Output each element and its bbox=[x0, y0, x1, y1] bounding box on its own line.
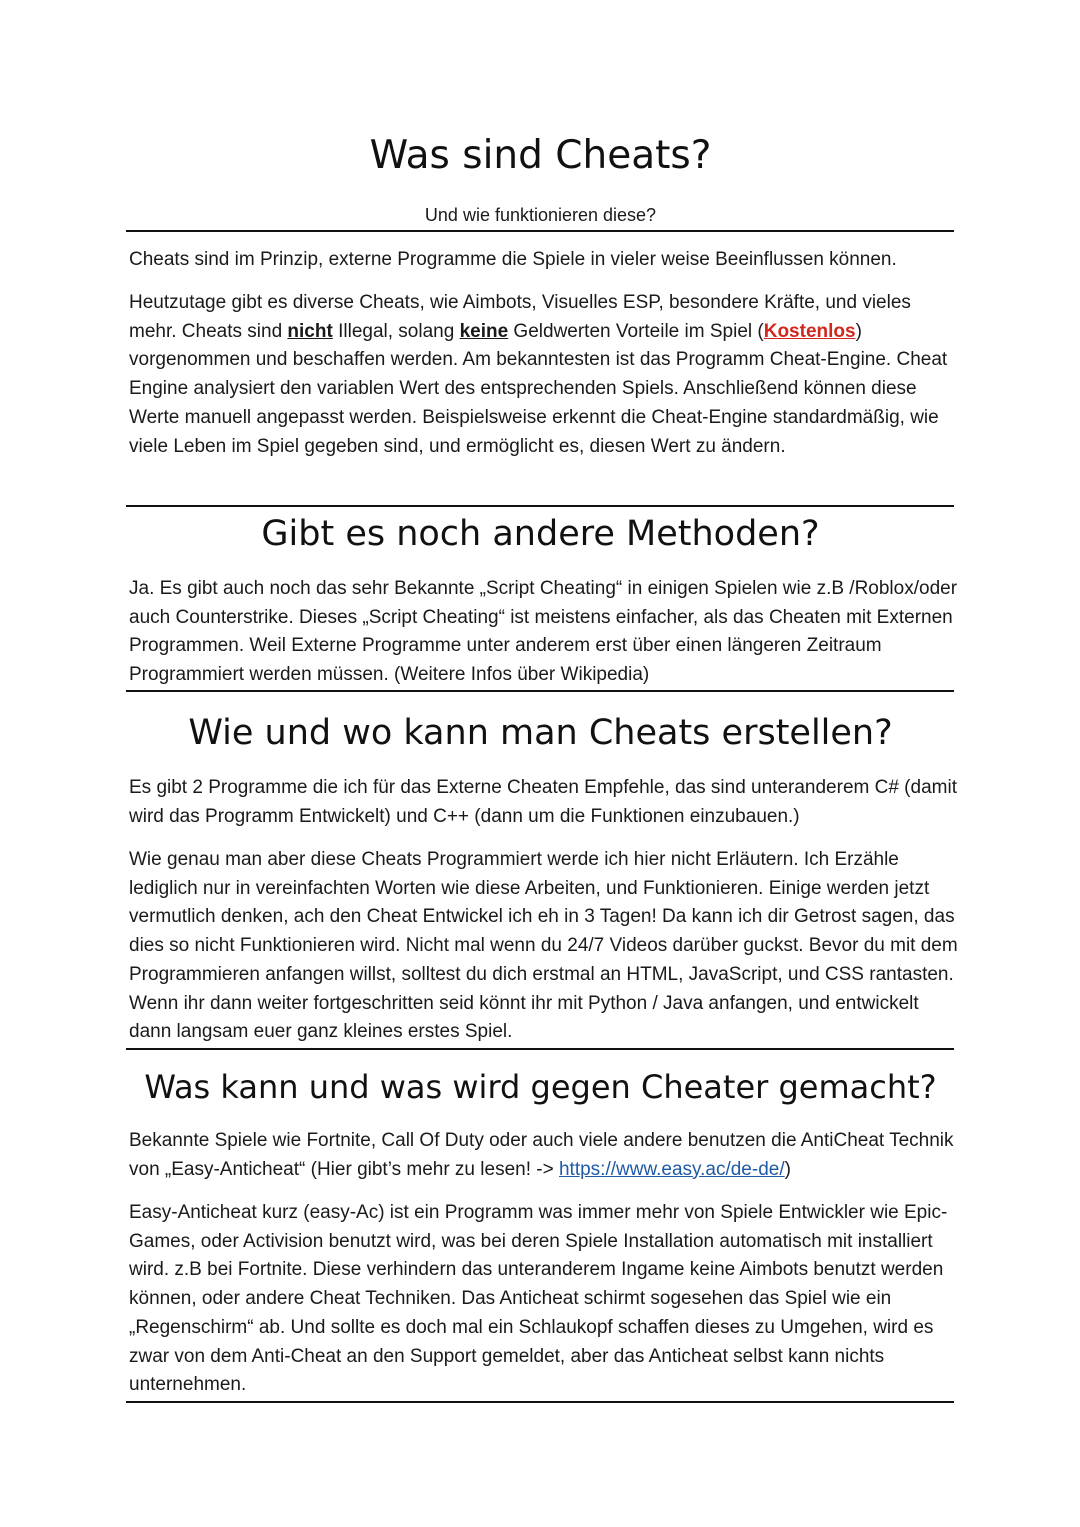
emphasis-keine: keine bbox=[459, 320, 509, 342]
divider bbox=[126, 690, 954, 692]
create-paragraph-1: Es gibt 2 Programme die ich für das Externe Cheaten Empfehle, das sind unteranderem C# (damit wird das Programm Entwickelt) und C++ (dann um die Funktionen einzubauen.) bbox=[129, 777, 957, 827]
emphasis-kostenlos: Kostenlos bbox=[763, 320, 856, 342]
anticheat-paragraph-2: Easy-Anticheat kurz (easy-Ac) ist ein Programm was immer mehr von Spiele Entwickler wie Epic-Games, oder Activision benutzt wird, was bei deren Spiele Installation automatisch mit installiert wird. z.B bei Fortnite. Diese verhindern das unteranderem Ingame keine Aimbots benutzt werden können, oder andere Cheat Techniken. Das Anticheat schirmt sogesehen das Spiel wie ein „Regenschirm“ ab. Und sollte es doch mal ein Schlaukopf schaffen dieses zu Umgehen, wird es zwar von dem Anti-Cheat an den Support gemeldet, aber das Anticheat selbst kann nichts unternehmen. bbox=[129, 1202, 948, 1396]
methods-paragraph: Ja. Es gibt auch noch das sehr Bekannte „Script Cheating“ in einigen Spielen wie z.B /Roblox/oder auch Counterstrike. Dieses „Script Cheating“ ist meistens einfacher, als das Cheaten mit Externen Programmen. Weil Externe Programme unter anderem erst über einen längeren Zeitraum Programmiert werden müssen. (Weitere Infos über Wikipedia) bbox=[129, 578, 958, 686]
page-subtitle: Und wie funktionieren diese? bbox=[424, 205, 657, 225]
divider bbox=[126, 230, 954, 232]
section-heading-methods: Gibt es noch andere Methoden? bbox=[261, 514, 820, 554]
divider bbox=[126, 1401, 954, 1403]
anticheat-paragraph-1: Bekannte Spiele wie Fortnite, Call Of Duty oder auch viele andere benutzen die AntiCheat Technik von „Easy-Anticheat“ (Hier gibt’s mehr zu lesen! -> https://www.easy.ac/de-de/) bbox=[129, 1130, 954, 1180]
easy-anticheat-link[interactable]: https://www.easy.ac/de-de/ bbox=[558, 1158, 785, 1180]
section-heading-anticheat: Was kann und was wird gegen Cheater gemacht? bbox=[144, 1068, 937, 1106]
intro-paragraph-2: Heutzutage gibt es diverse Cheats, wie Aimbots, Visuelles ESP, besondere Kräfte, und vieles mehr. Cheats sind nicht Illegal, solang keine Geldwerten Vorteile im Spiel (Kostenlos) vorgenommen und beschaffen werden. Am bekanntesten ist das Programm Cheat-Engine. Cheat Engine analysiert den variablen Wert des entsprechenden Spiels. Anschließend können diese Werte manuell angepasst werden. Beispielsweise erkennt die Cheat-Engine standardmäßig, wie viele Leben im Spiel gegeben sind, und ermöglicht es, diesen Wert zu ändern. bbox=[129, 292, 948, 457]
divider bbox=[126, 505, 954, 507]
emphasis-nicht: nicht bbox=[287, 320, 333, 342]
intro-paragraph-1: Cheats sind im Prinzip, externe Programme die Spiele in vieler weise Beeinflussen können. bbox=[129, 249, 897, 270]
page-title: Was sind Cheats? bbox=[369, 133, 712, 178]
divider bbox=[126, 1048, 954, 1050]
section-heading-create: Wie und wo kann man Cheats erstellen? bbox=[188, 713, 893, 753]
create-paragraph-2: Wie genau man aber diese Cheats Programmiert werde ich hier nicht Erläutern. Ich Erzähle lediglich nur in vereinfachten Worten wie diese Arbeiten, und Funktionieren. Einige werden jetzt vermutlich denken, ach den Cheat Entwickel ich eh in 3 Tagen! Da kann ich dir Getrost sagen, das dies so nicht Funktionieren wird. Nicht mal wenn du 24/7 Videos darüber guckst. Bevor du mit dem Programmieren anfangen willst, solltest du dich erstmal an HTML, JavaScript, und CSS rantasten. Wenn ihr dann weiter fortgeschritten seid könnt ihr mit Python / Java anfangen, und entwickelt dann langsam euer ganz kleines erstes Spiel. bbox=[129, 849, 958, 1043]
